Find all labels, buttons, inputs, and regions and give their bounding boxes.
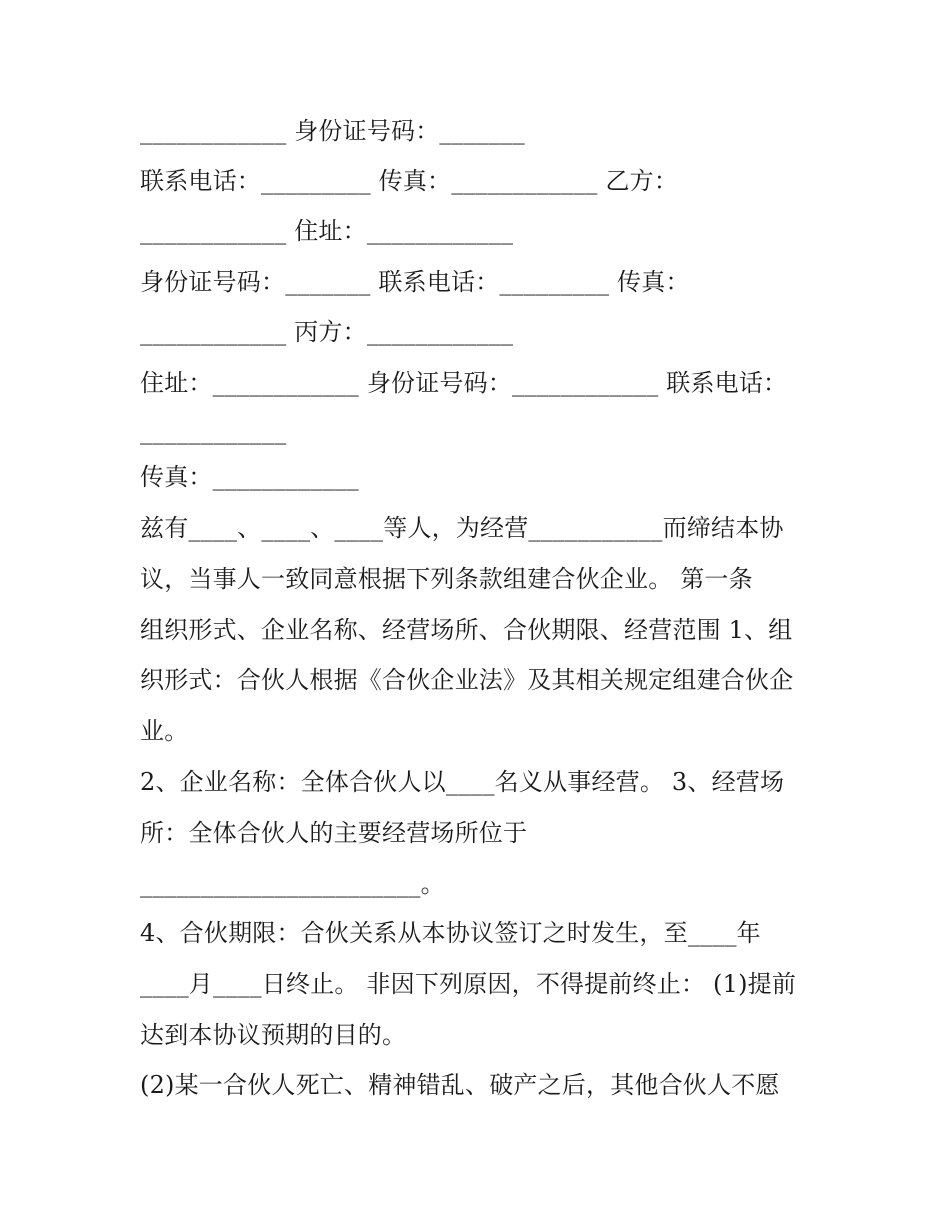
text-line: ____________ 住址：____________ xyxy=(140,217,514,245)
text-line: 所：全体合伙人的主要经营场所位于 xyxy=(140,819,528,847)
text-line: 身份证号码：_______ 联系电话：_________ 传真： xyxy=(140,268,690,296)
text-line: (2)某一合伙人死亡、精神错乱、破产之后，其他合伙人不愿 xyxy=(140,1071,780,1099)
text-line: 组织形式、企业名称、经营场所、合伙期限、经营范围 1、组 xyxy=(140,616,793,644)
text-line: ____________ 身份证号码：_______ xyxy=(140,117,525,145)
text-line: ____________ 丙方：____________ xyxy=(140,318,514,346)
text-line: ____________ xyxy=(140,417,287,445)
text-line: _______________________。 xyxy=(140,870,445,898)
text-line: 传真：____________ xyxy=(140,463,359,491)
text-line: 业。 xyxy=(140,717,189,745)
text-line: 联系电话：_________ 传真：____________ 乙方： xyxy=(140,167,679,195)
text-line: 议，当事人一致同意根据下列条款组建合伙企业。 第一条 xyxy=(140,565,753,593)
text-line: 2、企业名称：全体合伙人以____名义从事经营。 3、经营场 xyxy=(140,768,785,796)
text-line: 住址：____________ 身份证号码：____________ 联系电话： xyxy=(140,369,788,397)
text-line: 织形式：合伙人根据《合伙企业法》及其相关规定组建合伙企 xyxy=(140,666,794,694)
text-line: ____月____日终止。 非因下列原因，不得提前终止： (1)提前 xyxy=(140,970,797,998)
text-line: 兹有____、____、____等人，为经营___________而缔结本协 xyxy=(140,514,784,542)
text-line: 达到本协议预期的目的。 xyxy=(140,1021,407,1049)
text-line: 4、合伙期限：合伙关系从本协议签订之时发生，至____年 xyxy=(140,919,761,947)
